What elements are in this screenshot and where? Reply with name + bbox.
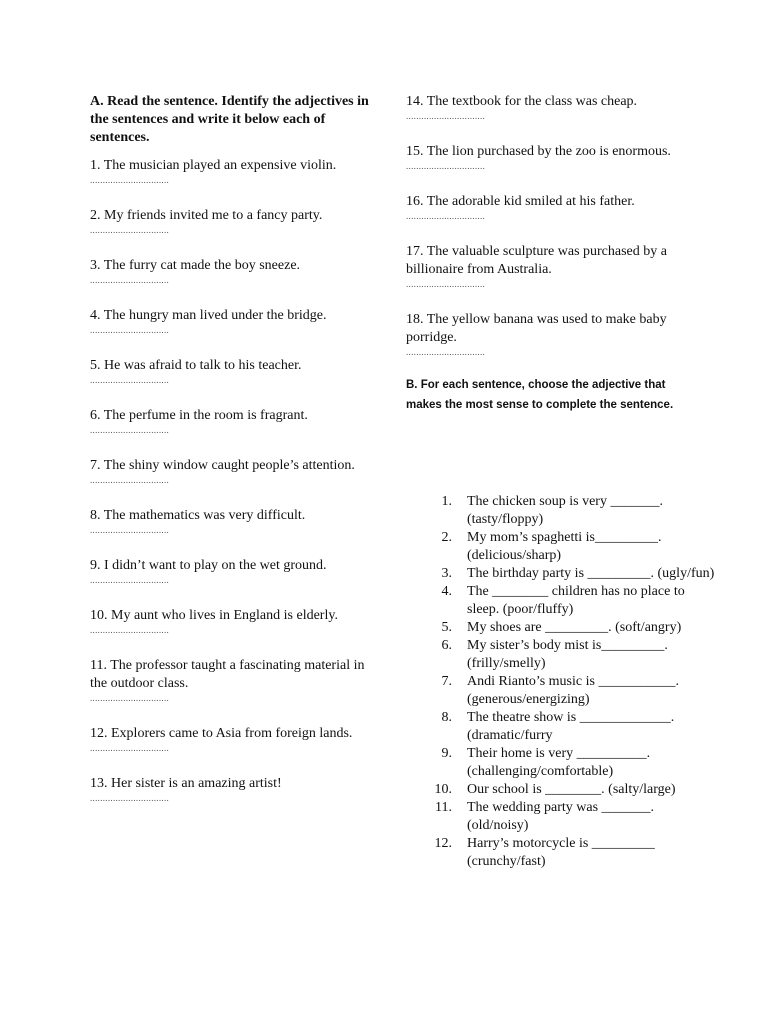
answer-line[interactable]: ............................... — [90, 375, 170, 385]
choice-sentence: The wedding party was _______. (old/noisy) — [467, 800, 655, 833]
exercise-item — [90, 775, 375, 807]
choice-sentence: Harry’s motorcycle is _________ (crunchy/fast) — [467, 836, 655, 869]
exercise-item — [90, 607, 375, 639]
answer-line[interactable]: ............................... — [90, 425, 170, 435]
exercise-sentence: 16. The adorable kid smiled at his father. — [406, 194, 635, 209]
choice-item — [425, 619, 715, 637]
answer-line[interactable]: ............................... — [90, 275, 170, 285]
choice-item — [425, 583, 715, 619]
choice-sentence: The birthday party is _________. (ugly/fun) — [467, 566, 715, 581]
answer-line[interactable]: ............................... — [406, 111, 486, 121]
answer-line[interactable]: ............................... — [90, 325, 170, 335]
exercise-sentence: 9. I didn’t want to play on the wet ground. — [90, 558, 327, 573]
exercise-sentence: 7. The shiny window caught people’s attention. — [90, 458, 355, 473]
answer-line[interactable]: ............................... — [90, 225, 170, 235]
exercise-item — [406, 311, 696, 361]
answer-line[interactable]: ............................... — [90, 475, 170, 485]
exercise-item — [406, 93, 696, 125]
choice-number: 12. — [434, 836, 452, 851]
choice-number: 5. — [441, 620, 452, 635]
choice-item — [425, 799, 715, 835]
answer-line[interactable]: ............................... — [90, 693, 170, 703]
choice-number: 8. — [441, 710, 452, 725]
choice-sentence: Andi Rianto’s music is ___________. (generous/energizing) — [467, 674, 679, 707]
choice-sentence: The theatre show is _____________.(dramatic/furry — [467, 710, 675, 743]
choice-item — [425, 493, 715, 529]
exercise-sentence: 1. The musician played an expensive violin. — [90, 158, 337, 173]
choice-item — [425, 835, 715, 871]
exercise-sentence: 10. My aunt who lives in England is elderly. — [90, 608, 338, 623]
exercise-sentence: 13. Her sister is an amazing artist! — [90, 776, 282, 791]
exercise-sentence: 14. The textbook for the class was cheap. — [406, 94, 638, 109]
choice-sentence: My shoes are _________. (soft/angry) — [467, 620, 682, 635]
exercise-sentence: 12. Explorers came to Asia from foreign lands. — [90, 726, 353, 741]
choice-number: 11. — [435, 800, 452, 815]
answer-line[interactable]: ............................... — [90, 625, 170, 635]
section-a-left-column — [90, 93, 375, 807]
choice-sentence: Their home is very __________. (challenging/comfortable) — [467, 746, 651, 779]
exercise-sentence: 18. The yellow banana was used to make baby porridge. — [406, 312, 667, 345]
choice-item — [425, 709, 715, 745]
exercise-item — [406, 143, 696, 175]
choice-number: 7. — [441, 674, 452, 689]
answer-line[interactable]: ............................... — [406, 279, 486, 289]
exercise-item — [90, 725, 375, 757]
exercise-item — [406, 243, 696, 293]
answer-line[interactable]: ............................... — [90, 743, 170, 753]
exercise-item — [90, 157, 375, 189]
choice-sentence: My mom’s spaghetti is_________. (delicious/sharp) — [467, 530, 662, 563]
section-b-heading: B. For each sentence, choose the adjective that makes the most sense to complete the sentence. — [406, 379, 674, 411]
choice-number: 6. — [441, 638, 452, 653]
answer-line[interactable]: ............................... — [90, 575, 170, 585]
exercise-sentence: 4. The hungry man lived under the bridge. — [90, 308, 327, 323]
answer-line[interactable]: ............................... — [406, 211, 486, 221]
exercise-item — [90, 657, 375, 707]
choice-number: 3. — [441, 566, 452, 581]
answer-line[interactable]: ............................... — [90, 525, 170, 535]
exercise-sentence: 17. The valuable sculpture was purchased by a billionaire from Australia. — [406, 244, 667, 277]
exercise-item — [90, 557, 375, 589]
section-a-heading: A. Read the sentence. Identify the adjectives in the sentences and write it below each of sentences. — [90, 94, 369, 145]
exercise-item — [90, 507, 375, 539]
choice-sentence: My sister’s body mist is_________. (frilly/smelly) — [467, 638, 668, 671]
exercise-sentence: 15. The lion purchased by the zoo is enormous. — [406, 144, 671, 159]
choice-number: 4. — [441, 584, 452, 599]
exercise-sentence: 6. The perfume in the room is fragrant. — [90, 408, 308, 423]
choice-number: 2. — [441, 530, 452, 545]
exercise-item — [90, 207, 375, 239]
choice-item — [425, 637, 715, 673]
choice-item — [425, 529, 715, 565]
exercise-sentence: 2. My friends invited me to a fancy party. — [90, 208, 323, 223]
choice-sentence: The chicken soup is very _______. (tasty/floppy) — [467, 494, 663, 527]
exercise-sentence: 3. The furry cat made the boy sneeze. — [90, 258, 301, 273]
answer-line[interactable]: ............................... — [406, 347, 486, 357]
exercise-item — [90, 407, 375, 439]
exercise-item — [90, 457, 375, 489]
answer-line[interactable]: ............................... — [406, 161, 486, 171]
choice-number: 10. — [434, 782, 452, 797]
exercise-sentence: 5. He was afraid to talk to his teacher. — [90, 358, 302, 373]
answer-line[interactable]: ............................... — [90, 793, 170, 803]
choice-item — [425, 565, 715, 583]
choice-sentence: The ________ children has no place to sleep. (poor/fluffy) — [467, 584, 685, 617]
choice-item — [425, 781, 715, 799]
exercise-item — [406, 193, 696, 225]
exercise-item — [90, 307, 375, 339]
answer-line[interactable]: ............................... — [90, 175, 170, 185]
choice-sentence: Our school is ________. (salty/large) — [467, 782, 676, 797]
exercise-sentence: 11. The professor taught a fascinating material in the outdoor class. — [90, 658, 365, 691]
choice-item — [425, 673, 715, 709]
choice-number: 9. — [441, 746, 452, 761]
section-a-right-column — [406, 93, 696, 415]
choice-number: 1. — [441, 494, 452, 509]
exercise-item — [90, 257, 375, 289]
choice-item — [425, 745, 715, 781]
section-b-list — [425, 493, 715, 871]
exercise-sentence: 8. The mathematics was very difficult. — [90, 508, 306, 523]
exercise-item — [90, 357, 375, 389]
